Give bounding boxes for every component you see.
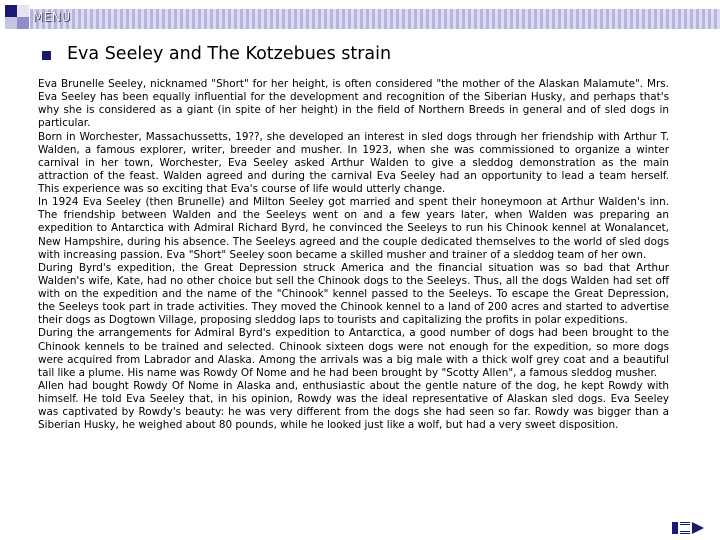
paragraph: Eva Brunelle Seeley, nicknamed "Short" for her height, is often considered "the mother of the Alaskan Malamute". Mrs. Eva Seeley has been equally influential for the development and recognition of the Siberian Husky, and perhaps that's why she is considered as a giant (in spite of her height) in the field of Northern Breeds in general and of sled dogs in particular.	[38, 78, 669, 130]
square-bullet-icon	[42, 51, 51, 60]
paragraph: Allen had bought Rowdy Of Nome in Alaska and, enthusiastic about the gentle nature of the dog, he kept Rowdy with himself. He told Eva Seeley that, in his opinion, Rowdy was the ideal representative of Alaskan sled dogs. Eva Seeley was captivated by Rowdy's beauty: he was very different from the dogs she had seen so far. Rowdy was bigger than a Siberian Husky, he weighed about 80 pounds, while he looked just like a wolf, but had a very sweet disposition.	[38, 379, 669, 432]
paragraph: Born in Worchester, Massachussetts, 19??, she developed an interest in sled dogs through her friendship with Arthur T. Walden, a famous explorer, writer, breeder and musher. In 1923, when she was commissioned to organize a winter carnival in her town, Worchester, Eva Seeley asked Arthur Walden to give a sleddog demonstration as the main attraction of the feast. Walden agreed and during the carnival Eva Seeley had an opportunity to lead a team herself. This experience was so exciting that Eva's course of life would utterly change.	[38, 130, 669, 195]
decor-square	[5, 17, 17, 29]
menu-link[interactable]: MENU	[33, 10, 71, 24]
paragraph: During the arrangements for Admiral Byrd's expedition to Antarctica, a good number of dogs had been brought to the Chinook kennels to be trained and selected. Chinook sixteen dogs were not enough for the expedition, so more dogs were acquired from Labrador and Alaska. Among the arrivals was a big male with a thick wolf grey coat and a beautiful tail like a plume. His name was Rowdy Of Nome and he had been brought by "Scotty Allen", a famous sleddog musher.	[38, 327, 669, 379]
slide-title: Eva Seeley and The Kotzebues strain	[67, 44, 392, 64]
header-stripe-bar	[30, 9, 720, 29]
paragraph: In 1924 Eva Seeley (then Brunelle) and Milton Seeley got married and spent their honeymoon at Arthur Walden's inn. The friendship between Walden and the Seeleys went on and a few years later, when Walden was preparing an expedition to Antarctica with Admiral Richard Byrd, he convinced the Seeleys to run his Chinook kennel at Wonalancet, New Hampshire, during his absence. The Seeleys agreed and the couple dedicated themselves to the world of sled dogs with increasing passion. Eva "Short" Seeley soon became a skilled musher and trainer of a sleddog team of her own.	[38, 196, 669, 261]
nav-lines-icon	[680, 522, 690, 534]
paragraph: During Byrd's expedition, the Great Depression struck America and the financial situation was so bad that Arthur Walden's wife, Kate, had no other choice but sell the Chinook dogs to the Seeleys. Thus, all the dogs Walden had set off with on the expedition and the name of the "Chinook" kennel passed to the Seeleys. To escape the Great Depression, the Seeleys took part in trade activities. They moved the Chinook kennel to a land of 200 acres and started to advertise their dogs as Dogtown Village, proposing sleddog laps to tourists and capitalizing the profits in polar expeditions.	[38, 261, 669, 327]
next-slide-button[interactable]	[672, 521, 710, 535]
decor-square	[17, 5, 29, 17]
decor-square	[5, 5, 17, 17]
body-text	[38, 78, 669, 432]
nav-bar-icon	[672, 522, 678, 534]
decor-square	[17, 17, 29, 29]
title-row	[42, 44, 391, 64]
next-arrow-icon	[692, 522, 704, 534]
